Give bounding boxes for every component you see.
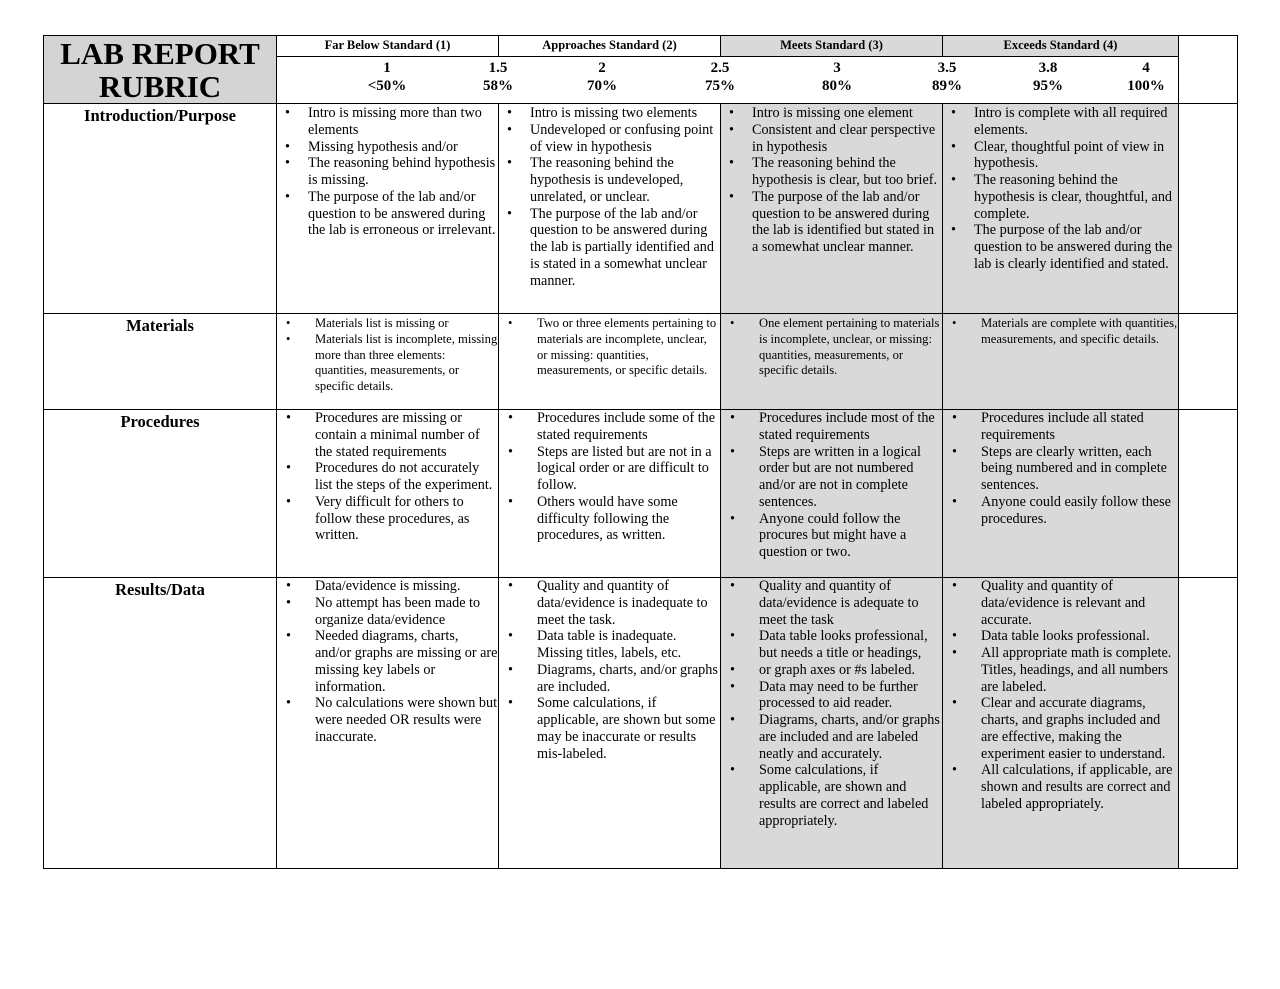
criterion-label: Introduction/Purpose (44, 104, 277, 314)
descriptor-cell (943, 410, 1179, 578)
descriptor-item: • Data may need to be further processed to aid reader. (721, 679, 942, 713)
descriptor-list (499, 104, 720, 289)
descriptor-cell (943, 104, 1179, 314)
descriptor-item: • Clear, thoughtful point of view in hypothesis. (943, 139, 1178, 173)
descriptor-item: • Diagrams, charts, and/or graphs are included and are labeled neatly and accurately. (721, 712, 942, 762)
comments-cell (1179, 314, 1238, 410)
score-4: 4 100% (1127, 60, 1165, 94)
descriptor-cell (277, 578, 499, 869)
descriptor-list (277, 410, 498, 544)
descriptor-item: • Consistent and clear perspective in hypothesis (721, 122, 942, 156)
descriptor-item: • Diagrams, charts, and/or graphs are included. (499, 662, 720, 696)
descriptor-item: • Quality and quantity of data/evidence is relevant and accurate. (943, 578, 1178, 628)
descriptor-item: • Quality and quantity of data/evidence is adequate to meet the task (721, 578, 942, 628)
descriptor-list (943, 410, 1178, 527)
descriptor-item: • The purpose of the lab and/or question to be answered during the lab is clearly identified and stated. (943, 222, 1178, 272)
criterion-label: Results/Data (44, 578, 277, 869)
descriptor-list (721, 578, 942, 829)
descriptor-item: • Intro is missing one element (721, 105, 942, 122)
comments-cell (1179, 578, 1238, 869)
rubric-row (44, 104, 1238, 314)
descriptor-cell (277, 104, 499, 314)
descriptor-item: • Data table looks professional, but needs a title or headings, (721, 628, 942, 662)
descriptor-item: • The reasoning behind the hypothesis is clear, thoughtful, and complete. (943, 172, 1178, 222)
descriptor-item: • No calculations were shown but were needed OR results were inaccurate. (277, 695, 498, 745)
descriptor-item: • Others would have some difficulty following the procedures, as written. (499, 494, 720, 544)
descriptor-cell (943, 314, 1179, 410)
descriptor-list (499, 314, 720, 379)
descriptor-cell (499, 410, 721, 578)
title-line-1: LAB REPORT (60, 35, 260, 71)
descriptor-cell (943, 578, 1179, 869)
descriptor-item: • Data/evidence is missing. (277, 578, 498, 595)
score-2: 2 70% (587, 60, 617, 94)
level-approaches: Approaches Standard (2) (499, 36, 721, 57)
descriptor-list (721, 410, 942, 561)
descriptor-item: • No attempt has been made to organize data/evidence (277, 595, 498, 629)
rubric-row (44, 314, 1238, 410)
descriptor-item: • The reasoning behind hypothesis is missing. (277, 155, 498, 189)
descriptor-item: • Intro is missing two elements (499, 105, 720, 122)
descriptor-item: • Clear and accurate diagrams, charts, and graphs included and are effective, making the experiment easier to understand. (943, 695, 1178, 762)
descriptor-item: • or graph axes or #s labeled. (721, 662, 942, 679)
descriptor-item: • Two or three elements pertaining to materials are incomplete, unclear, or missing: quantities, measurements, or specific details. (499, 316, 720, 379)
title-line-2: RUBRIC (98, 68, 222, 104)
descriptor-item: • Undeveloped or confusing point of view in hypothesis (499, 122, 720, 156)
descriptor-item: • Procedures are missing or contain a minimal number of the stated requirements (277, 410, 498, 460)
descriptor-item: • The reasoning behind the hypothesis is clear, but too brief. (721, 155, 942, 189)
descriptor-cell (721, 578, 943, 869)
score-2-5: 2.5 75% (705, 60, 735, 94)
level-far-below: Far Below Standard (1) (277, 36, 499, 57)
descriptor-item: • All appropriate math is complete. Titles, headings, and all numbers are labeled. (943, 645, 1178, 695)
descriptor-item: • Intro is complete with all required elements. (943, 105, 1178, 139)
descriptor-item: • Some calculations, if applicable, are shown and results are correct and labeled appropriately. (721, 762, 942, 829)
descriptor-cell (277, 410, 499, 578)
score-3-5: 3.5 89% (932, 60, 962, 94)
descriptor-item: • Materials list is incomplete, missing more than three elements: quantities, measurements, or specific details. (277, 332, 498, 395)
descriptor-item: • Some calculations, if applicable, are shown but some may be inaccurate or results mis-labeled. (499, 695, 720, 762)
descriptor-list (943, 578, 1178, 813)
descriptor-list (943, 104, 1178, 273)
descriptor-item: • The reasoning behind the hypothesis is undeveloped, unrelated, or unclear. (499, 155, 720, 205)
descriptor-item: • All calculations, if applicable, are shown and results are correct and labeled appropriately. (943, 762, 1178, 812)
descriptor-item: • Procedures include most of the stated requirements (721, 410, 942, 444)
descriptor-list (277, 314, 498, 395)
criterion-label: Materials (44, 314, 277, 410)
comments-cell (1179, 104, 1238, 314)
level-meets: Meets Standard (3) (721, 36, 943, 57)
descriptor-item: • One element pertaining to materials is incomplete, unclear, or missing: quantities, measurements, or specific details. (721, 316, 942, 379)
descriptor-item: • Steps are written in a logical order but are not numbered and/or are not in complete sentences. (721, 444, 942, 511)
score-1-5: 1.5 58% (483, 60, 513, 94)
descriptor-list (943, 314, 1178, 348)
descriptor-item: • Very difficult for others to follow these procedures, as written. (277, 494, 498, 544)
descriptor-item: • Steps are listed but are not in a logical order or are difficult to follow. (499, 444, 720, 494)
descriptor-item: • The purpose of the lab and/or question to be answered during the lab is partially identified and is stated in a somewhat unclear manner. (499, 206, 720, 290)
score-scale (277, 57, 1178, 102)
descriptor-item: • Materials list is missing or (277, 316, 498, 332)
descriptor-list (277, 578, 498, 746)
descriptor-list (277, 104, 498, 239)
rubric-table (43, 35, 1238, 869)
descriptor-cell (721, 104, 943, 314)
descriptor-item: • Steps are clearly written, each being numbered and in complete sentences. (943, 444, 1178, 494)
rubric-row (44, 578, 1238, 869)
score-3: 3 80% (822, 60, 852, 94)
descriptor-cell (499, 314, 721, 410)
descriptor-list (721, 314, 942, 379)
descriptor-item: • Data table looks professional. (943, 628, 1178, 645)
descriptor-item: • Materials are complete with quantities, measurements, and specific details. (943, 316, 1178, 348)
score-scale-cell (277, 57, 1179, 104)
level-exceeds: Exceeds Standard (4) (943, 36, 1179, 57)
descriptor-item: • The purpose of the lab and/or question to be answered during the lab is identified but stated in a somewhat unclear manner. (721, 189, 942, 256)
descriptor-item: • Quality and quantity of data/evidence is inadequate to meet the task. (499, 578, 720, 628)
descriptor-item: • Procedures include all stated requirements (943, 410, 1178, 444)
descriptor-item: • Procedures do not accurately list the steps of the experiment. (277, 460, 498, 494)
comments-cell (1179, 410, 1238, 578)
descriptor-cell (277, 314, 499, 410)
score-1: 1 <50% (367, 60, 407, 94)
descriptor-cell (721, 410, 943, 578)
descriptor-item: • Data table is inadequate. Missing titles, labels, etc. (499, 628, 720, 662)
descriptor-item: • Intro is missing more than two elements (277, 105, 498, 139)
rubric-title (44, 36, 277, 104)
descriptor-list (499, 578, 720, 762)
descriptor-item: • Procedures include some of the stated requirements (499, 410, 720, 444)
criterion-label: Procedures (44, 410, 277, 578)
descriptor-item: • Anyone could easily follow these procedures. (943, 494, 1178, 528)
rubric-row (44, 410, 1238, 578)
descriptor-cell (499, 578, 721, 869)
descriptor-list (499, 410, 720, 544)
descriptor-cell (499, 104, 721, 314)
descriptor-item: • Anyone could follow the procures but might have a question or two. (721, 511, 942, 561)
descriptor-item: • Needed diagrams, charts, and/or graphs are missing or are missing key labels or information. (277, 628, 498, 695)
descriptor-item: • The purpose of the lab and/or question to be answered during the lab is erroneous or irrelevant. (277, 189, 498, 239)
score-3-8: 3.8 95% (1033, 60, 1063, 94)
descriptor-cell (721, 314, 943, 410)
comments-header-cell (1179, 36, 1238, 104)
descriptor-item: • Missing hypothesis and/or (277, 139, 498, 156)
descriptor-list (721, 104, 942, 256)
